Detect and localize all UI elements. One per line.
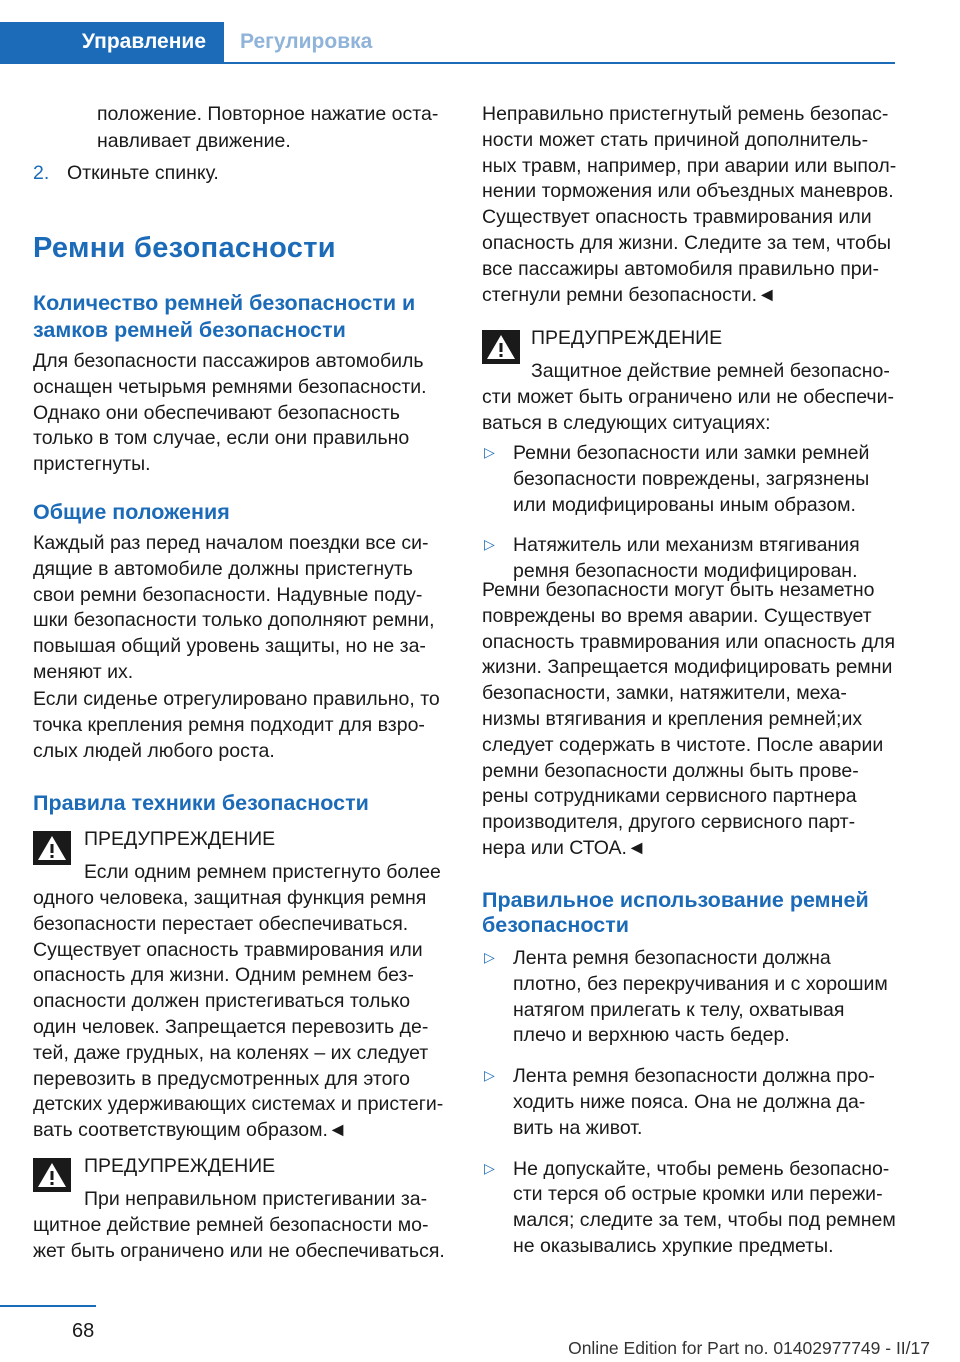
paragraph-line: Неправильно пристегнутый ремень безопас-	[482, 103, 889, 125]
list-item: мался; следите за тем, чтобы под ремнем	[513, 1209, 896, 1232]
paragraph-line: пристегнуты.	[33, 453, 151, 476]
paragraph-line: опасность травмирования или опасность для	[482, 630, 896, 653]
tab-control-label: Управление	[81, 30, 206, 53]
warning-line: опасность для жизни. Одним ремнем без-	[33, 964, 414, 987]
heading-proper-line-1: Правильное использование ремней	[482, 888, 869, 912]
list-item: плотно, без перекручивания и с хорошим	[513, 972, 888, 995]
warning-line: один человек. Запрещается перевозить де-	[33, 1016, 429, 1038]
tab-adjustment[interactable]: Регулировка	[240, 30, 373, 53]
paragraph-line: только в том случае, если они правильно	[33, 427, 410, 450]
paragraph-line: жизни. Запрещается модифицировать ремни	[482, 656, 893, 679]
paragraph-line: следует содержать в чистоте. После аварии	[482, 733, 884, 756]
paragraph-line: свои ремни безопасности. Надувные поду-	[33, 583, 423, 606]
heading-count-line-1: Количество ремней безопасности и	[33, 291, 416, 315]
heading-count-line-2: замков ремней безопасности	[33, 318, 346, 342]
warning-line: одного человека, защитная функция ремня	[33, 887, 427, 909]
paragraph-line: меняют их.	[33, 661, 134, 683]
warning-line: опасности должен пристегиваться только	[33, 990, 411, 1013]
warning-line: вать соответствующим образом.◄	[33, 1119, 348, 1142]
warning-triangle-icon	[33, 1158, 71, 1192]
paragraph-line: дящие в автомобиле должны пристегнуть	[33, 557, 413, 580]
paragraph-line: Однако они обеспечивают безопасность	[33, 401, 400, 424]
paragraph-line: рены сотрудниками сервисного партнера	[482, 785, 857, 808]
warning-triangle-icon	[33, 831, 71, 865]
paragraph-line: низмы втягивания и крепления ремней;их	[482, 708, 863, 730]
list-item: ремня безопасности модифицирован.	[513, 560, 858, 583]
list-item: или модифицированы иным образом.	[513, 493, 856, 516]
warning-3-title: ПРЕДУПРЕЖДЕНИЕ	[531, 327, 723, 349]
bullet-triangle-icon: ▷	[484, 536, 495, 553]
warning-1-title: ПРЕДУПРЕЖДЕНИЕ	[84, 828, 276, 850]
warning-line: тей, даже грудных, на коленях – их следует	[33, 1041, 429, 1064]
bullet-triangle-icon: ▷	[484, 1159, 495, 1176]
list-item: вить на живот.	[513, 1116, 643, 1139]
header-divider	[0, 62, 895, 64]
step-number: 2.	[33, 162, 50, 184]
paragraph-line: Существует опасность травмирования или	[482, 206, 872, 229]
heading-proper-line-2: безопасности	[482, 913, 629, 937]
warning-triangle-icon	[482, 330, 520, 364]
warning-2-first-line: При неправильном пристегивании за-	[84, 1188, 428, 1210]
warning-line: жет быть ограничено или не обеспечиваться.	[33, 1239, 445, 1262]
list-item: ходить ниже пояса. Она не должна да-	[513, 1091, 866, 1113]
paragraph-line: Для безопасности пассажиров автомобиль	[33, 350, 424, 372]
warning-line: сти может быть ограничено или не обеспечи-	[482, 386, 894, 408]
section-title: Ремни безопасности	[33, 232, 336, 264]
list-item: Лента ремня безопасности должна	[513, 947, 831, 969]
step-text: Откиньте спинку.	[67, 162, 219, 184]
paragraph-line: Каждый раз перед началом поездки все си-	[33, 532, 429, 554]
warning-1-first-line: Если одним ремнем пристегнуто более	[84, 861, 441, 883]
paragraph-line: производителя, другого сервисного парт-	[482, 811, 856, 834]
page-number: 68	[72, 1320, 95, 1342]
warning-line: Существует опасность травмирования или	[33, 938, 423, 961]
list-item: Натяжитель или механизм втягивания	[513, 534, 860, 557]
paragraph-line: оснащен четырьмя ремнями безопасности.	[33, 375, 427, 398]
tab-control[interactable]	[0, 22, 224, 62]
list-item: натягом прилегать к телу, охватывая	[513, 998, 845, 1021]
warning-line: ваться в следующих ситуациях:	[482, 411, 771, 434]
paragraph-line: ных травм, например, при аварии или выпол-	[482, 154, 897, 177]
paragraph-line: стегнули ремни безопасности.◄	[482, 283, 777, 306]
paragraph-line: точка крепления ремня подходит для взро-	[33, 713, 425, 736]
paragraph-line: повышая общий уровень защиты, но не за-	[33, 635, 426, 658]
list-item: Не допускайте, чтобы ремень безопасно-	[513, 1157, 890, 1180]
warning-line: щитное действие ремней безопасности мо-	[33, 1214, 429, 1236]
bullet-triangle-icon: ▷	[484, 949, 495, 965]
paragraph-line: все пассажиры автомобиля правильно при-	[482, 257, 879, 280]
paragraph-line: ремни безопасности должны быть прове-	[482, 759, 859, 782]
list-item: не оказывались хрупкие предметы.	[513, 1235, 834, 1257]
paragraph-line: Ремни безопасности могут быть незаметно	[482, 579, 875, 601]
bullet-triangle-icon: ▷	[484, 1067, 495, 1084]
heading-general: Общие положения	[33, 500, 230, 524]
paragraph-line: шки безопасности только дополняют ремни,	[33, 609, 435, 632]
list-item: плечо и верхнюю часть бедер.	[513, 1024, 790, 1047]
paragraph-line: безопасности, замки, натяжители, меха-	[482, 682, 847, 705]
paragraph-line: Если сиденье отрегулировано правильно, то	[33, 688, 440, 710]
intro-line-2: навливает движение.	[97, 130, 291, 152]
paragraph-line: нера или СТОА.◄	[482, 837, 647, 859]
header-bar	[0, 0, 960, 64]
intro-line-1: положение. Повторное нажатие оста-	[97, 103, 439, 125]
footer-divider	[0, 1305, 96, 1307]
list-item: Лента ремня безопасности должна про-	[513, 1065, 875, 1088]
bullet-triangle-icon: ▷	[484, 444, 495, 460]
list-item: сти терся об острые кромки или пережи-	[513, 1183, 883, 1206]
paragraph-line: нении торможения или объездных маневров.	[482, 180, 894, 203]
paragraph-line: слых людей любого роста.	[33, 739, 275, 762]
warning-line: безопасности перестает обеспечиваться.	[33, 912, 409, 935]
warning-2-title: ПРЕДУПРЕЖДЕНИЕ	[84, 1155, 276, 1177]
footer-edition: Online Edition for Part no. 01402977749 - II/17	[568, 1338, 930, 1358]
warning-line: детских удерживающих системах и пристеги-	[33, 1093, 444, 1116]
paragraph-line: ности может стать причиной дополнитель-	[482, 128, 869, 151]
warning-line: перевозить в предусмотренных для этого	[33, 1067, 410, 1090]
paragraph-line: повреждены во время аварии. Существует	[482, 604, 872, 627]
list-item: безопасности повреждены, загрязнены	[513, 467, 870, 490]
paragraph-line: опасность для жизни. Следите за тем, чтобы	[482, 232, 892, 254]
list-item: Ремни безопасности или замки ремней	[513, 442, 870, 464]
heading-rules: Правила техники безопасности	[33, 791, 369, 815]
warning-3-first-line: Защитное действие ремней безопасно-	[531, 360, 890, 382]
